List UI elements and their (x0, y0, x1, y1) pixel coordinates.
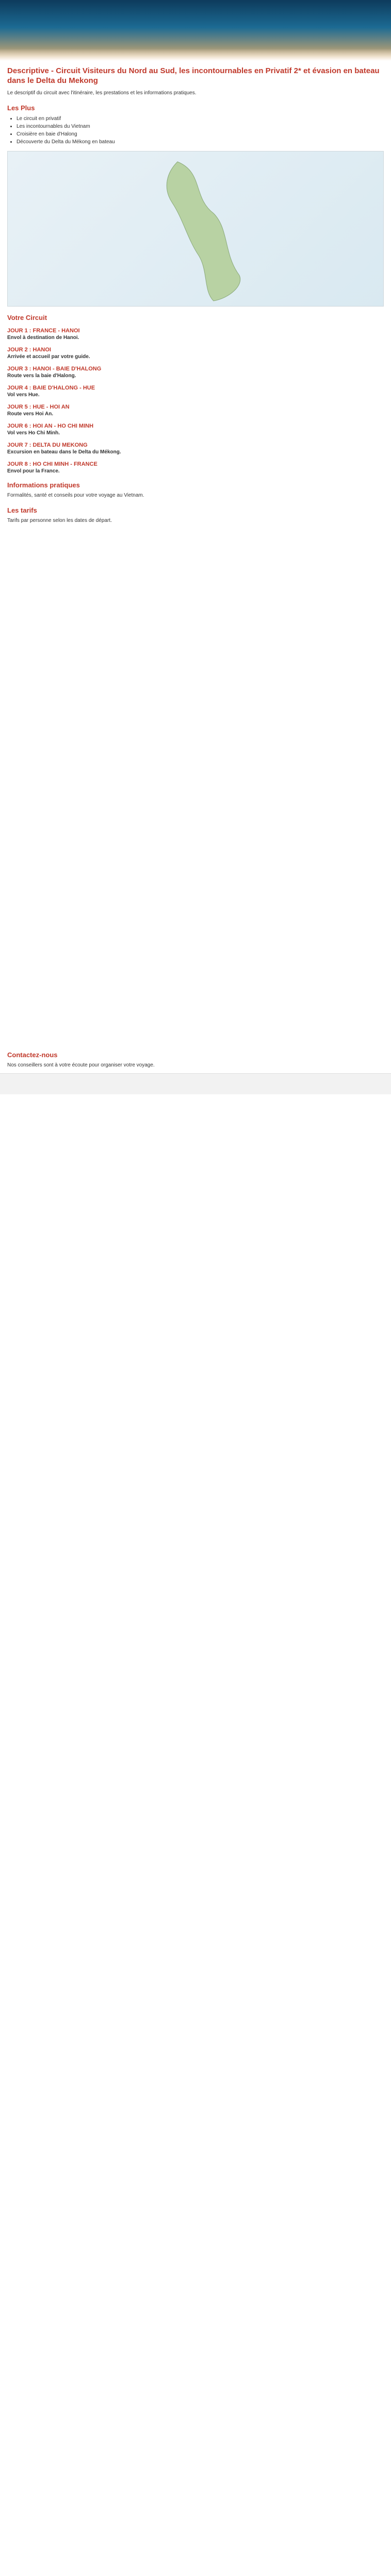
day-block (7, 404, 384, 417)
map-shape (8, 151, 383, 306)
day-title: JOUR 6 : HOI AN - HO CHI MINH (7, 423, 94, 429)
day-block (7, 423, 384, 436)
highlights-list (7, 115, 384, 146)
day-subtitle: Route vers la baie d'Halong. (7, 373, 76, 379)
day-title: JOUR 1 : FRANCE - HANOI (7, 328, 80, 334)
hero-banner (0, 0, 391, 61)
day-subtitle: Route vers Hoi An. (7, 411, 54, 417)
highlight-item: • Les incontournables du Vietnam (17, 123, 384, 130)
day-subtitle: Envol pour la France. (7, 468, 60, 474)
day-title: JOUR 3 : HANOI - BAIE D'HALONG (7, 366, 102, 372)
prices-title: Les tarifs (7, 506, 37, 514)
day-block (7, 385, 384, 398)
info-title: Informations pratiques (7, 481, 80, 489)
day-title: JOUR 7 : DELTA DU MEKONG (7, 442, 88, 448)
day-title: JOUR 8 : HO CHI MINH - FRANCE (7, 461, 97, 467)
prices-text: Tarifs par personne selon les dates de départ. (7, 518, 112, 523)
page (0, 0, 391, 1094)
day-title: JOUR 2 : HANOI (7, 347, 51, 353)
highlight-item: • Croisière en baie d'Halong (17, 130, 384, 138)
footer (0, 1073, 391, 1094)
contact-title: Contactez-nous (7, 1051, 58, 1059)
day-subtitle: Vol vers Ho Chi Minh. (7, 430, 60, 436)
day-subtitle: Excursion en bateau dans le Delta du Mékong. (7, 449, 121, 455)
highlight-item: • Découverte du Delta du Mékong en bateau (17, 138, 384, 146)
day-subtitle: Arrivée et accueil par votre guide. (7, 354, 90, 360)
day-subtitle: Vol vers Hue. (7, 392, 40, 398)
day-subtitle: Envol à destination de Hanoi. (7, 335, 79, 341)
highlights-title: Les Plus (7, 104, 35, 112)
highlight-item: • Le circuit en privatif (17, 115, 384, 123)
itinerary-title: Votre Circuit (7, 314, 47, 321)
hero-fade (0, 48, 391, 61)
info-text: Formalités, santé et conseils pour votre voyage au Vietnam. (7, 493, 144, 498)
content-spacer (7, 529, 384, 1044)
day-block (7, 347, 384, 360)
page-title: Descriptive - Circuit Visiteurs du Nord au Sud, les incontournables en Privatif 2* et évasion en bateau dans le Delta du Mekong (7, 66, 380, 85)
day-block (7, 461, 384, 474)
main-content (0, 61, 391, 1069)
day-block (7, 328, 384, 341)
day-block (7, 442, 384, 455)
day-title: JOUR 5 : HUE - HOI AN (7, 404, 70, 410)
day-title: JOUR 4 : BAIE D'HALONG - HUE (7, 385, 95, 391)
day-block (7, 366, 384, 379)
contact-text: Nos conseillers sont à votre écoute pour organiser votre voyage. (7, 1062, 155, 1068)
itinerary-map (7, 151, 384, 307)
intro-lead: Le descriptif du circuit avec l'itinéraire, les prestations et les informations pratiques. (7, 90, 197, 96)
